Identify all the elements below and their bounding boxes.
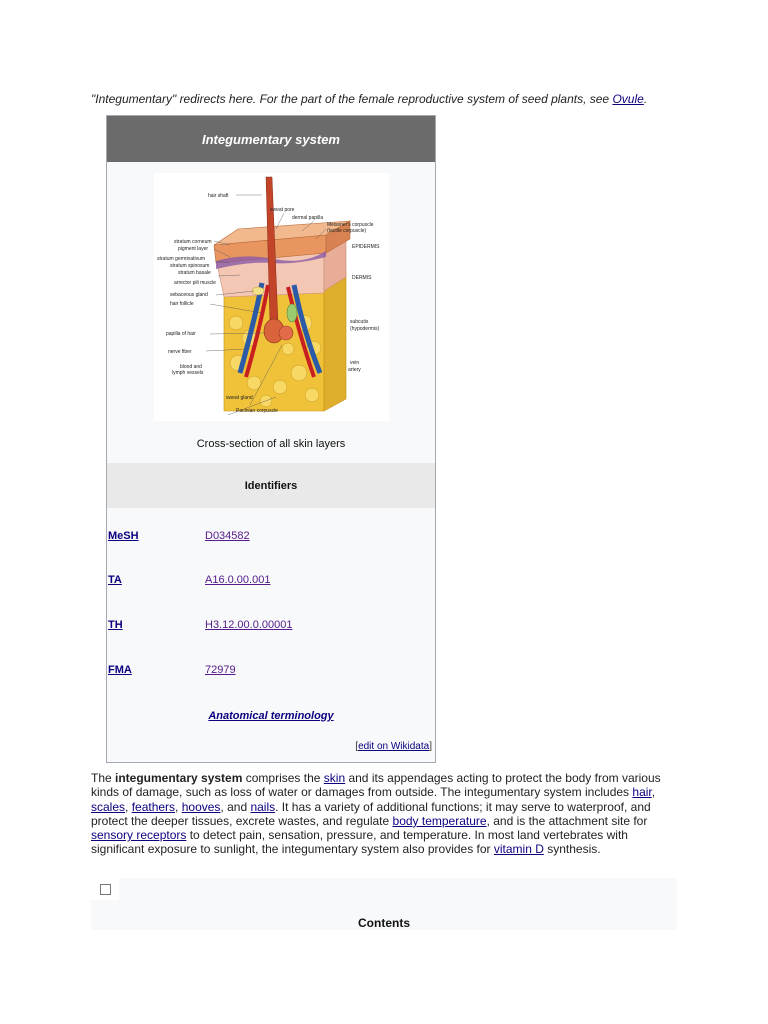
label-stratum-germinativum: stratum germinativum — [157, 256, 206, 262]
nails-link[interactable]: nails — [250, 799, 276, 814]
infobox — [106, 115, 436, 763]
edit-bracket-close: ] — [429, 741, 432, 752]
skin-link[interactable]: skin — [323, 771, 346, 785]
para-text: , and is the attachment site for — [486, 813, 648, 828]
identifier-value-th[interactable]: H3.12.00.0.00001 — [205, 619, 293, 631]
hatnote — [91, 92, 691, 106]
edit-on-wikidata — [355, 741, 432, 752]
para-text: , — [175, 799, 182, 814]
label-nerve-fiber: nerve fiber — [168, 349, 192, 355]
label-meissner: Meissner's corpuscle — [327, 222, 374, 228]
vitamin-d-link[interactable]: vitamin D — [493, 842, 544, 857]
label-tactile: (tactile corpuscle) — [327, 228, 367, 234]
hair-link[interactable]: hair — [632, 785, 652, 800]
label-hair-shaft: hair shaft — [208, 193, 229, 199]
label-papilla-of-hair: papilla of hair — [166, 331, 196, 337]
toc-toggle-checkbox[interactable] — [91, 878, 119, 900]
identifier-key-ta[interactable]: TA — [108, 574, 122, 586]
anatomical-terminology-link[interactable]: Anatomical terminology — [208, 710, 334, 722]
para-text: comprises the — [242, 771, 324, 785]
table-of-contents — [91, 878, 677, 930]
body-temperature-link[interactable]: body temperature — [392, 813, 487, 828]
label-sweat-pore: sweat pore — [270, 207, 295, 213]
hooves-link[interactable]: hooves — [181, 799, 221, 814]
label-sweat-gland: sweat gland — [226, 395, 253, 401]
sensory-receptors-link[interactable]: sensory receptors — [91, 828, 187, 843]
feathers-link[interactable]: feathers — [131, 799, 176, 814]
bold-term: integumentary system — [115, 771, 243, 785]
para-text: , — [125, 799, 132, 814]
label-sebaceous: sebaceous gland — [170, 292, 208, 298]
identifier-key-fma[interactable]: FMA — [108, 664, 132, 676]
skin-cross-section-image[interactable] — [154, 173, 389, 421]
label-subcutis-1: subcutis — [350, 319, 369, 325]
edit-on-wikidata-link[interactable]: edit on Wikidata — [358, 741, 430, 752]
label-hair-follicle: hair follicle — [170, 301, 194, 307]
identifier-key-th[interactable]: TH — [108, 619, 123, 631]
image-caption: Cross-section of all skin layers — [196, 438, 346, 450]
identifiers-heading: Identifiers — [107, 463, 435, 508]
label-vein: vein — [350, 360, 360, 366]
para-text: to detect pain, sensation, pressure, and temperature. In most land vertebrates with significant exposure to sunlight, the integumentary system also provides for — [91, 828, 628, 857]
label-pigment-layer: pigment layer — [178, 246, 209, 252]
label-stratum-corneum: stratum corneum — [174, 239, 212, 245]
para-text: synthesis. — [543, 842, 601, 857]
label-stratum-basale: stratum basale — [178, 270, 211, 276]
label-subcutis-2: (hypodermis) — [350, 326, 380, 332]
identifier-value-ta[interactable]: A16.0.00.001 — [205, 574, 271, 586]
para-text: . It has a variety of additional functions; it may serve to waterproof, and protect the deeper tissues, excrete wastes, and regulate — [91, 799, 651, 828]
label-epidermis: EPIDERMIS — [352, 244, 380, 250]
label-pacinian: Pacinian corpuscle — [236, 408, 278, 414]
label-dermis: DERMIS — [352, 275, 372, 281]
hatnote-text: "Integumentary" redirects here. For the part of the female reproductive system of seed plants, see — [91, 92, 613, 106]
hatnote-end: . — [643, 92, 648, 106]
scales-link[interactable]: scales — [91, 799, 126, 814]
para-text: , — [651, 785, 656, 800]
identifier-value-fma[interactable]: 72979 — [205, 664, 236, 676]
infobox-footer — [107, 710, 435, 722]
checkbox-icon — [100, 884, 111, 895]
lead-paragraph — [91, 771, 671, 857]
label-stratum-spinosum: stratum spinosum — [170, 263, 210, 269]
identifier-value-mesh[interactable]: D034582 — [205, 530, 250, 542]
label-dermal-papilla: dermal papilla — [292, 215, 324, 221]
infobox-title: Integumentary system — [107, 116, 435, 162]
label-arrector: arrector pili muscle — [174, 280, 216, 286]
label-blood-lymph-2: lymph vessels — [172, 370, 204, 376]
label-blood-lymph-1: blood and — [180, 364, 202, 370]
para-text: and its appendages acting to protect the body from various kinds of damage, such as loss of water or damages from outside. The integumentary system includes — [91, 771, 661, 800]
edit-bracket-open: [ — [355, 741, 359, 752]
para-text: , and — [220, 799, 251, 814]
para-text: The — [91, 771, 116, 785]
identifier-key-mesh[interactable]: MeSH — [108, 530, 139, 542]
ovule-link[interactable]: Ovule — [612, 92, 644, 106]
label-artery: artery — [348, 367, 361, 373]
toc-title: Contents — [358, 916, 410, 930]
